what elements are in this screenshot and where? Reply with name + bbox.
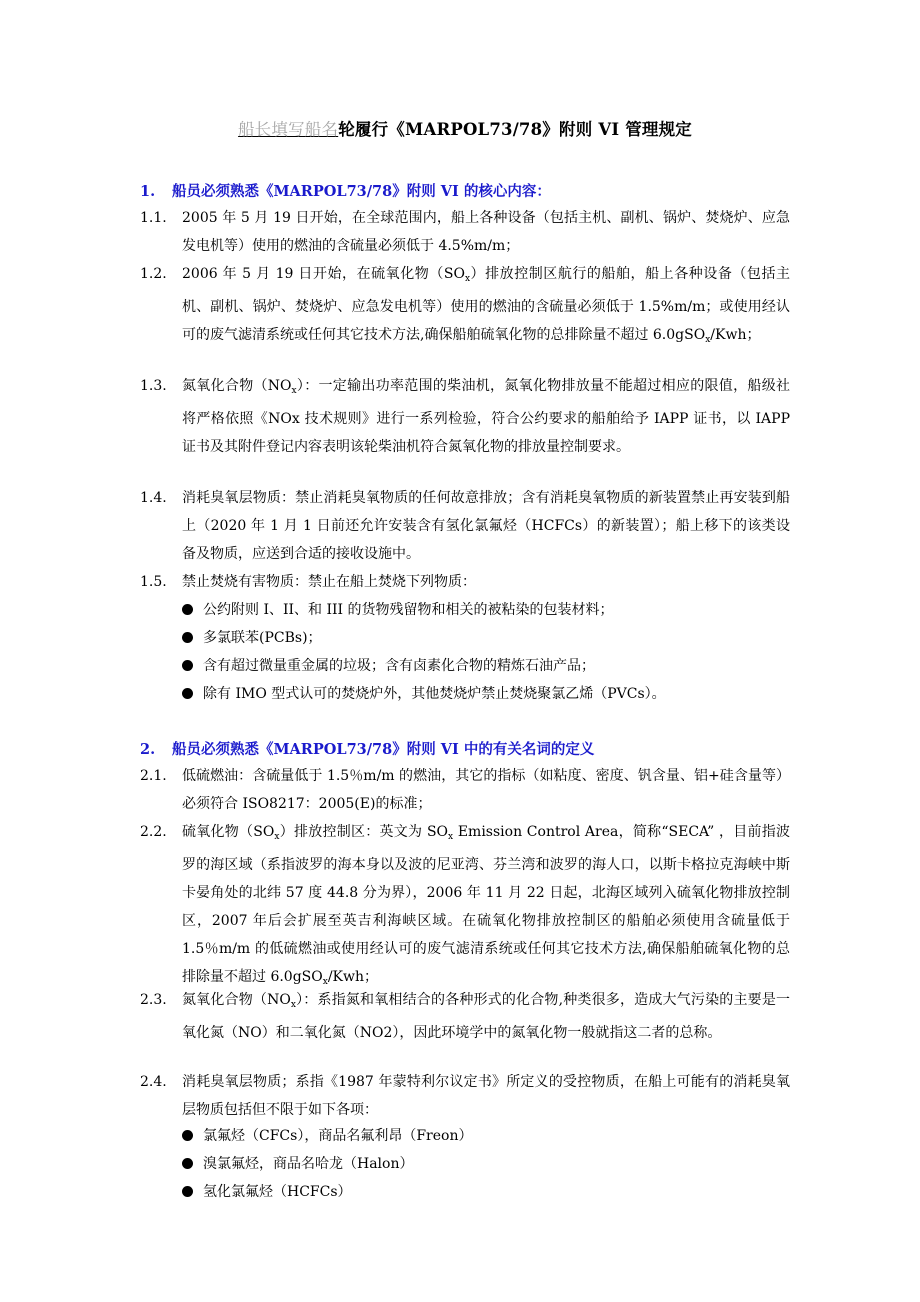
item-2-4: 2.4. 消耗臭氧层物质；系指《1987 年蒙特利尔议定书》所定义的受控物质，在船上可能有的消耗臭氧层物质包括但不限于如下各项： bbox=[140, 1074, 790, 1118]
title-text: 轮履行《MARPOL73/78》附则 VI 管理规定 bbox=[338, 120, 693, 139]
bullet-item: 溴氯氟烃，商品名哈龙（Halon） bbox=[182, 1150, 413, 1178]
item-1-4: 1.4. 消耗臭氧层物质：禁止消耗臭氧物质的任何故意排放；含有消耗臭氧物质的新装置禁止再安装到船上（2020 年 1 月 1 日前还允许安装含有氢化氯氟烃（HCFCs）的新装置）；船上移下的该类设备及物质，应送到合适的接收设施中。 bbox=[140, 490, 790, 562]
bullet-icon bbox=[182, 1130, 193, 1141]
ship-name-blank: 船长填写船名 bbox=[237, 120, 339, 139]
item-2-3: 2.3. 氮氧化合物$(NO_x)$：系指氮和氧相结合的各种形式的化合物,种类很多，造成大气污染的主要是一氧化氮（NO）和二氧化氮（NO2），因此环境学中的氮氧化物一般就指这二者的总称。 bbox=[140, 992, 790, 1041]
item-1-5: 1.5. 禁止焚烧有害物质：禁止在船上焚烧下列物质： bbox=[140, 574, 476, 590]
section-2-heading: 2. 船员必须熟悉《MARPOL73/78》附则 VI 中的有关名词的定义 bbox=[140, 741, 595, 758]
item-2-2: 2.2. 硫氧化物$(SO_x)$排放控制区：英文为 $SO_x$ Emission Control Area，简称“SECA” ，目前指波罗的海区域（系指波罗的海本身以及波的尼亚湾、芬兰湾和波罗的海人口，以斯卡格拉克海峡中斯卡晏角处的北纬 57 度 44.8 分为界），2006 年 11 月 22 日起，北海区域列入硫氧化物排放控制区，2007 年后会扩展至英吉利海峡区域。在硫氧化物排放控制区的船舶必须使用含硫量低于 1.5％m/m 的低硫燃油或使用经认可的废气滤清系统或任何其它技术方法,确保船舶硫氧化物的总排除量不超过 6.0gSO$_x$/Kwh； bbox=[140, 824, 790, 987]
bullet-item: 氯氟烃（CFCs），商品名氟利昂（Freon） bbox=[182, 1122, 472, 1150]
item-1-2: 1.2. 2006 年 5 月 19 日开始，在硫氧化物$(SO_x)$排放控制区航行的船舶，船上各种设备（包括主机、副机、锅炉、焚烧炉、应急发电机等）使用的燃油的含硫量必须低于 1.5%m/m；或使用经认可的废气滤清系统或任何其它技术方法,确保船舶硫氧化物的总排除量不超过 6.0gSO$_x$/Kwh； bbox=[140, 266, 791, 345]
bullet-icon bbox=[182, 1186, 193, 1197]
bullet-icon bbox=[182, 688, 193, 699]
bullet-icon bbox=[182, 604, 193, 615]
bullet-item: 公约附则 I、II、和 III 的货物残留物和相关的被粘染的包装材料； bbox=[182, 596, 614, 624]
bullet-item: 氢化氯氟烃（HCFCs） bbox=[182, 1178, 352, 1206]
document-title bbox=[0, 116, 920, 140]
item-1-1: 1.1. 2005 年 5 月 19 日开始，在全球范围内，船上各种设备（包括主机、副机、锅炉、焚烧炉、应急发电机等）使用的燃油的含硫量必须低于 4.5%m/m； bbox=[140, 210, 790, 254]
item-2-1: 2.1. 低硫燃油：含硫量低于 1.5％m/m 的燃油，其它的指标（如粘度、密度、钒含量、铝+硅含量等）必须符合 ISO8217：2005(E)的标准； bbox=[140, 768, 790, 812]
bullet-icon bbox=[182, 632, 193, 643]
section-1-heading: 1. 船员必须熟悉《MARPOL73/78》附则 VI 的核心内容： bbox=[140, 183, 551, 200]
item-1-3: 1.3. 氮氧化合物$(NO_x)$：一定输出功率范围的柴油机，氮氧化物排放量不能超过相应的限值，船级社将严格依照《NOx 技术规则》进行一系列检验，符合公约要求的船舶给予 IAPP 证书，以 IAPP 证书及其附件登记内容表明该轮柴油机符合氮氧化物的排放量控制要求。 bbox=[140, 378, 790, 455]
bullet-item: 含有超过微量重金属的垃圾；含有卤素化合物的精炼石油产品； bbox=[182, 652, 595, 680]
bullet-icon bbox=[182, 1158, 193, 1169]
bullet-icon bbox=[182, 660, 193, 671]
bullet-item: 多氯联苯(PCBs)； bbox=[182, 624, 322, 652]
bullet-item: 除有 IMO 型式认可的焚烧炉外，其他焚烧炉禁止焚烧聚氯乙烯（PVCs）。 bbox=[182, 680, 666, 708]
